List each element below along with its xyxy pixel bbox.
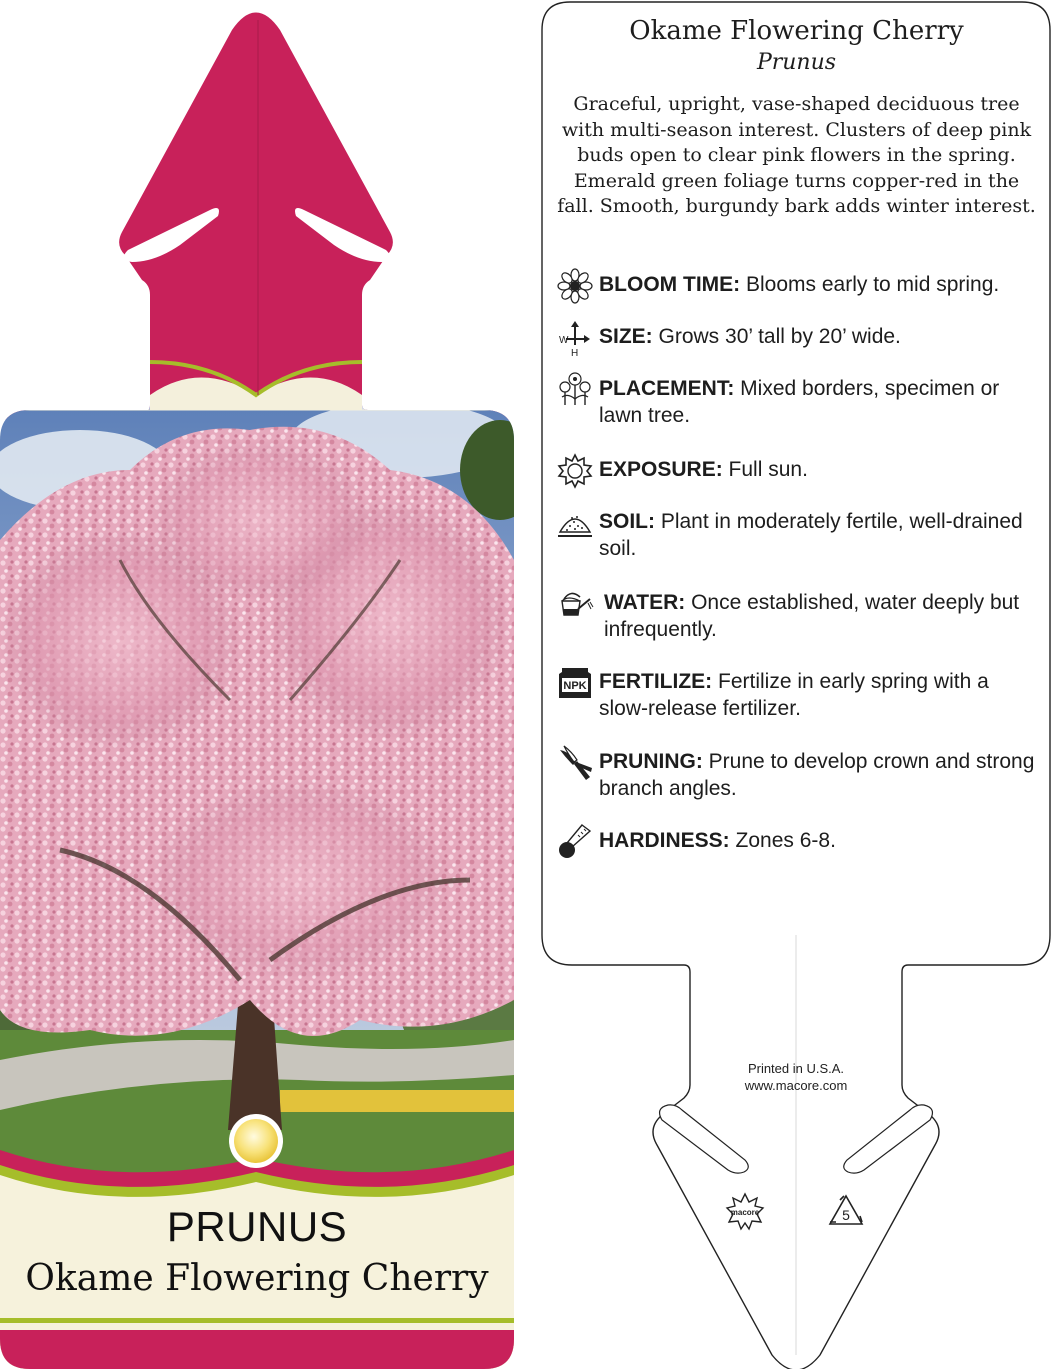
care-row-water bbox=[556, 585, 1036, 645]
flower-icon bbox=[556, 267, 594, 305]
pruners-icon bbox=[556, 744, 594, 782]
care-row-fertilize bbox=[556, 664, 1036, 724]
care-value: Once established, water deeply but infrequently. bbox=[604, 591, 1020, 641]
print-note bbox=[680, 1060, 912, 1094]
care-label: EXPOSURE: bbox=[599, 458, 723, 481]
soil-icon bbox=[556, 504, 594, 542]
recycle-icon bbox=[826, 1192, 866, 1232]
care-label: PLACEMENT: bbox=[599, 377, 735, 400]
npk-label: NPK bbox=[563, 680, 587, 692]
care-row-exposure bbox=[556, 452, 1036, 512]
care-value: Zones 6-8. bbox=[729, 829, 836, 852]
care-value: Full sun. bbox=[722, 458, 808, 481]
care-label: SIZE: bbox=[599, 325, 653, 348]
care-row-pruning bbox=[556, 744, 1036, 804]
care-label: BLOOM TIME: bbox=[599, 273, 741, 296]
care-label: HARDINESS: bbox=[599, 829, 730, 852]
website-label: www.macore.com bbox=[744, 1078, 848, 1093]
front-genus: PRUNUS bbox=[166, 1203, 348, 1250]
back-title: Okame Flowering Cherry bbox=[629, 16, 964, 46]
care-label: PRUNING: bbox=[599, 750, 703, 773]
care-row-hardiness bbox=[556, 823, 1036, 883]
care-row-bloom-time bbox=[556, 267, 1036, 327]
placement-icon bbox=[556, 371, 594, 409]
recycle-number: 5 bbox=[842, 1207, 850, 1223]
printed-in-label: Printed in U.S.A. bbox=[747, 1061, 845, 1076]
care-value: Prune to develop crown and strong branch angles. bbox=[599, 750, 1035, 800]
care-value: Blooms early to mid spring. bbox=[740, 273, 1000, 296]
care-value: Plant in moderately fertile, well-drained soil. bbox=[599, 510, 1023, 560]
care-value: Mixed borders, specimen or lawn tree. bbox=[599, 377, 1000, 427]
fertilizer-icon bbox=[556, 664, 594, 702]
care-row-placement bbox=[556, 371, 1036, 431]
care-label: SOIL: bbox=[599, 510, 655, 533]
brand-logo-text: macore bbox=[730, 1208, 760, 1217]
thermometer-icon bbox=[556, 823, 594, 861]
back-description: Graceful, upright, vase-shaped deciduous tree with multi-season interest. Clusters of deep pink buds open to clear pink flowers in the spring. Emerald green foliage turns copper-red in the fall. Smooth, burgundy bark adds winter interest. bbox=[557, 93, 1036, 217]
watering-can-icon bbox=[556, 585, 594, 623]
care-row-size bbox=[556, 319, 1036, 379]
care-label: WATER: bbox=[604, 591, 686, 614]
care-label: FERTILIZE: bbox=[599, 670, 713, 693]
sun-icon bbox=[556, 452, 594, 490]
size-icon-w: W bbox=[559, 335, 569, 346]
macore-logo-icon bbox=[725, 1192, 765, 1232]
front-common-name: Okame Flowering Cherry bbox=[25, 1258, 489, 1299]
care-row-soil bbox=[556, 504, 1036, 564]
care-value: Grows 30’ tall by 20’ wide. bbox=[652, 325, 901, 348]
size-icon-h: H bbox=[571, 348, 579, 357]
care-value: Fertilize in early spring with a slow-release fertilizer. bbox=[599, 670, 989, 720]
back-latin-name: Prunus bbox=[756, 50, 837, 75]
size-icon bbox=[556, 319, 594, 357]
